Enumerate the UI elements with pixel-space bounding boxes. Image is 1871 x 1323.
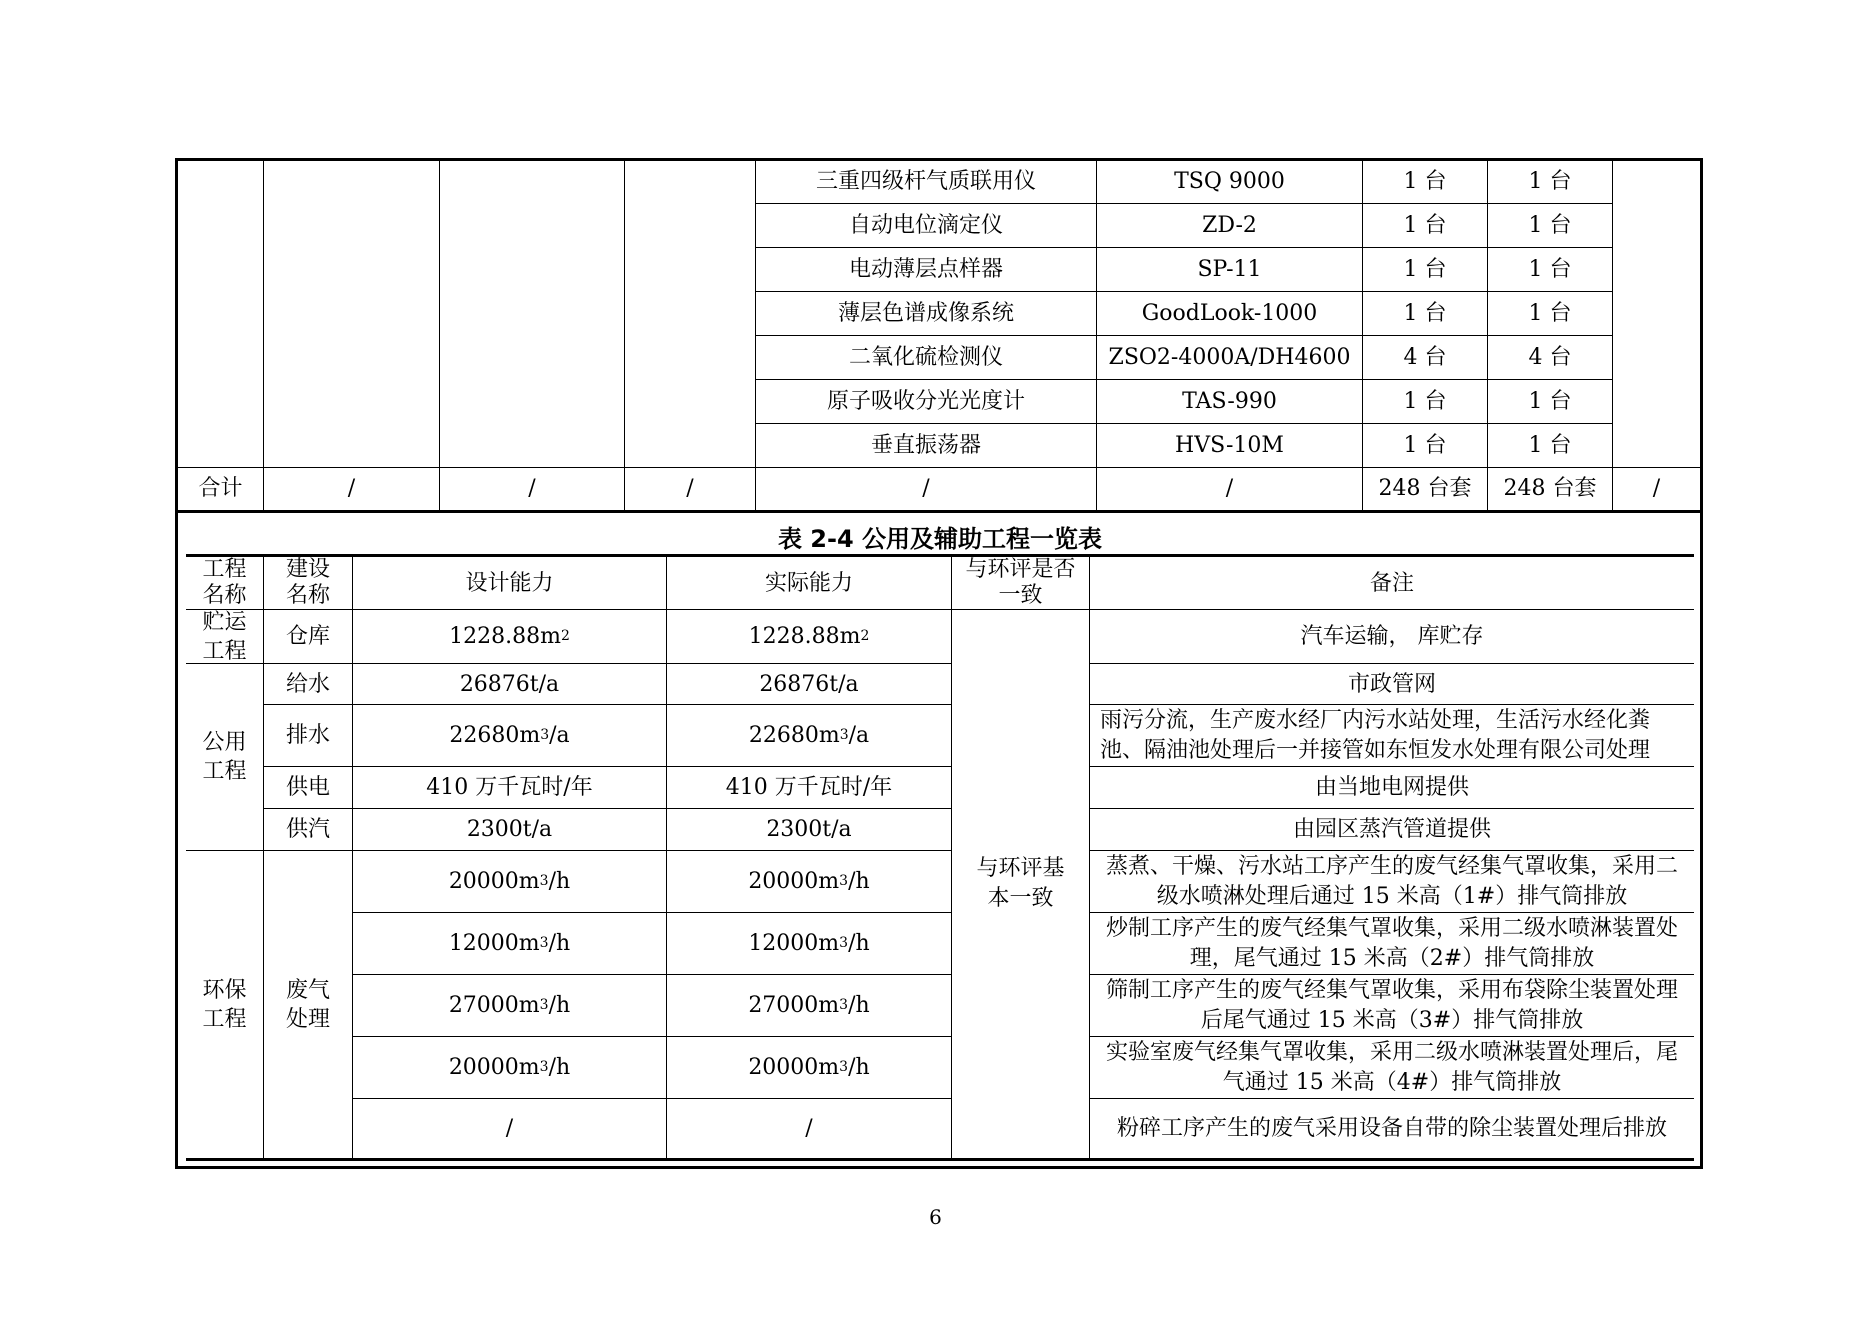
total-row-cell-text: 合计 (198, 476, 243, 501)
public-actual (667, 705, 952, 767)
env-actual (667, 913, 952, 975)
item-waste-gas-text: 废气处理 (285, 977, 330, 1032)
public-design-value: 410 万千瓦时/年 (426, 775, 593, 800)
total-row-cell (178, 467, 264, 513)
equipment-qty-planned (1363, 424, 1488, 468)
public-remark-text: 市政管网 (1347, 671, 1436, 697)
public-design (353, 809, 667, 851)
env-actual-unit-tail: /h (848, 1055, 870, 1080)
equipment-qty-actual (1488, 336, 1613, 380)
env-actual-unit-exp: 3 (839, 1059, 849, 1075)
category-env-text: 环保工程 (202, 977, 247, 1032)
equipment-qty-actual (1488, 248, 1613, 292)
env-design-unit-tail: /h (548, 993, 571, 1018)
public-actual-unit-exp: 3 (839, 727, 849, 743)
consistency-cell-text: 与环评基本一致 (976, 856, 1065, 911)
total-row-cell-text: / (922, 476, 930, 501)
public-remark (1090, 705, 1694, 767)
public-actual (667, 767, 952, 809)
equipment-model (1097, 204, 1363, 248)
env-design-value: 20000m (448, 869, 540, 894)
storage-remark (1090, 610, 1694, 664)
equipment-qty-planned (1363, 160, 1488, 204)
equipment-name-text: 自动电位滴定仪 (848, 213, 1003, 238)
storage-design-unit-exp: 2 (560, 628, 570, 644)
blank-cell (264, 161, 440, 468)
category-storage-text: 贮运工程 (202, 609, 247, 664)
equipment-model (1097, 160, 1363, 204)
env-design (353, 975, 667, 1037)
public-design-value: 26876t/a (459, 671, 560, 697)
env-actual-unit-tail: /h (848, 993, 870, 1018)
equipment-model-text: TSQ 9000 (1174, 169, 1285, 194)
item-warehouse-text: 仓库 (285, 624, 330, 649)
consistency-cell (952, 610, 1090, 1161)
total-row-cell-text: / (347, 476, 356, 501)
env-actual-unit-tail: /h (848, 869, 870, 894)
equipment-qty-actual-text: 1 台 (1528, 389, 1572, 414)
category-public (186, 664, 264, 851)
public-item (264, 767, 353, 809)
public-remark-text: 雨污分流，生产废水经厂内污水站处理，生活污水经化粪池、隔油池处理后一并接管如东恒发水处理有限公司处理 (1100, 707, 1651, 763)
blank-cell (1613, 161, 1700, 468)
env-design-unit-tail: /h (548, 1055, 571, 1080)
blank-cell (625, 161, 756, 468)
equipment-name (756, 336, 1097, 380)
env-design-value: 20000m (448, 1055, 540, 1080)
equipment-qty-actual (1488, 160, 1613, 204)
header-design (353, 554, 667, 610)
equipment-name-text: 电动薄层点样器 (848, 257, 1003, 282)
header-actual (667, 554, 952, 610)
env-actual (667, 975, 952, 1037)
env-design (353, 913, 667, 975)
header-category-text: 工程名称 (202, 557, 247, 608)
storage-design (353, 610, 667, 664)
equipment-name-text: 原子吸收分光光度计 (826, 389, 1025, 414)
equipment-name-text: 三重四级杆气质联用仪 (815, 169, 1036, 194)
env-actual (667, 1099, 952, 1161)
public-actual-value: 410 万千瓦时/年 (725, 775, 893, 800)
public-item-text: 给水 (285, 671, 330, 697)
total-row-cell (1363, 467, 1488, 513)
equipment-model (1097, 380, 1363, 424)
env-remark (1090, 913, 1694, 975)
item-warehouse (264, 610, 353, 664)
env-actual-value: 20000m (748, 1055, 840, 1080)
equipment-model (1097, 336, 1363, 380)
equipment-name-text: 垂直振荡器 (870, 433, 981, 458)
total-row-cell (1097, 467, 1363, 513)
equipment-qty-actual-text: 4 台 (1528, 345, 1572, 370)
env-remark-text: 炒制工序产生的废气经集气罩收集，采用二级水喷淋装置处理，尾气通过 15 米高（2#）排气筒排放 (1105, 915, 1678, 971)
public-item (264, 705, 353, 767)
equipment-model (1097, 424, 1363, 468)
env-actual-value: 27000m (748, 993, 840, 1018)
env-design-unit-exp: 3 (539, 873, 549, 889)
env-remark-text: 实验室废气经集气罩收集，采用二级水喷淋装置处理后，尾气通过 15 米高（4#）排气筒排放 (1105, 1039, 1678, 1095)
header-consistent (952, 554, 1090, 610)
public-actual-unit-tail: /a (848, 723, 870, 748)
public-remark-text: 由园区蒸汽管道提供 (1292, 817, 1491, 842)
env-actual-unit-tail: /h (848, 931, 870, 956)
total-row-cell-text: / (1652, 476, 1661, 501)
equipment-name (756, 424, 1097, 468)
header-item-text: 建设名称 (285, 557, 330, 608)
public-item-text: 排水 (285, 723, 330, 748)
total-row-cell-text: / (686, 476, 694, 501)
env-design-value: / (505, 1116, 514, 1141)
equipment-qty-planned (1363, 248, 1488, 292)
env-design (353, 851, 667, 913)
header-remark (1090, 554, 1694, 610)
equipment-qty-planned (1363, 336, 1488, 380)
equipment-qty-actual-text: 1 台 (1528, 257, 1572, 282)
env-design-unit-exp: 3 (539, 1059, 549, 1075)
equipment-qty-planned (1363, 292, 1488, 336)
equipment-name (756, 160, 1097, 204)
blank-cell (178, 161, 264, 468)
public-design-unit-exp: 3 (540, 727, 550, 743)
total-row-cell (1488, 467, 1613, 513)
public-actual (667, 809, 952, 851)
public-actual-value: 26876t/a (759, 671, 859, 697)
total-row-cell (625, 467, 756, 513)
env-remark (1090, 975, 1694, 1037)
blank-cell (440, 161, 625, 468)
storage-actual (667, 610, 952, 664)
public-actual (667, 664, 952, 705)
table-title: 表 2-4 公用及辅助工程一览表 (777, 524, 1103, 553)
equipment-qty-planned-text: 1 台 (1403, 389, 1447, 414)
public-item-text: 供汽 (285, 817, 330, 842)
equipment-model (1097, 248, 1363, 292)
equipment-qty-actual (1488, 204, 1613, 248)
header-consistent-text: 与环评是否一致 (965, 557, 1076, 608)
env-design (353, 1099, 667, 1161)
equipment-qty-actual-text: 1 台 (1528, 169, 1572, 194)
public-design-value: 22680m (449, 723, 541, 748)
public-remark (1090, 664, 1694, 705)
equipment-qty-planned (1363, 380, 1488, 424)
env-remark-text: 粉碎工序产生的废气采用设备自带的除尘装置处理后排放 (1116, 1115, 1667, 1141)
env-remark-text: 蒸煮、干燥、污水站工序产生的废气经集气罩收集，采用二级水喷淋处理后通过 15 米高（1#）排气筒排放 (1105, 853, 1678, 909)
storage-actual-value: 1228.88m (748, 624, 861, 649)
env-remark (1090, 1099, 1694, 1161)
public-design (353, 705, 667, 767)
equipment-qty-actual (1488, 424, 1613, 468)
equipment-qty-planned (1363, 204, 1488, 248)
env-design-unit-tail: /h (548, 931, 571, 956)
equipment-name (756, 248, 1097, 292)
equipment-name (756, 292, 1097, 336)
env-actual-unit-exp: 3 (839, 873, 849, 889)
env-actual (667, 851, 952, 913)
public-remark (1090, 809, 1694, 851)
equipment-model (1097, 292, 1363, 336)
env-actual-unit-exp: 3 (839, 997, 849, 1013)
total-row-cell-text: 248 台套 (1378, 476, 1472, 501)
env-design (353, 1037, 667, 1099)
env-actual-value: 12000m (748, 931, 840, 956)
equipment-qty-actual-text: 1 台 (1528, 433, 1572, 458)
public-design (353, 664, 667, 705)
equipment-model-text: SP-11 (1197, 257, 1262, 282)
equipment-name-text: 薄层色谱成像系统 (837, 301, 1014, 326)
header-category (186, 554, 264, 610)
header-design-text: 设计能力 (465, 570, 554, 596)
env-design-unit-exp: 3 (539, 935, 549, 951)
storage-actual-unit-exp: 2 (860, 628, 870, 644)
env-remark (1090, 1037, 1694, 1099)
item-waste-gas (264, 851, 353, 1161)
equipment-qty-planned-text: 4 台 (1403, 345, 1447, 370)
equipment-qty-actual-text: 1 台 (1528, 213, 1572, 238)
equipment-name (756, 204, 1097, 248)
env-remark (1090, 851, 1694, 913)
public-design (353, 767, 667, 809)
env-actual (667, 1037, 952, 1099)
public-item-text: 供电 (285, 775, 330, 800)
public-item (264, 664, 353, 705)
category-env (186, 851, 264, 1161)
equipment-qty-actual-text: 1 台 (1528, 301, 1572, 326)
equipment-name (756, 380, 1097, 424)
env-remark-text: 筛制工序产生的废气经集气罩收集，采用布袋除尘装置处理后尾气通过 15 米高（3#）排气筒排放 (1105, 977, 1678, 1033)
total-row-cell-text: / (528, 476, 536, 501)
equipment-qty-actual (1488, 380, 1613, 424)
category-public-text: 公用工程 (202, 730, 247, 784)
equipment-model-text: ZD-2 (1202, 213, 1257, 238)
header-actual-text: 实际能力 (764, 570, 853, 596)
public-actual-value: 22680m (748, 723, 840, 748)
header-remark-text: 备注 (1369, 570, 1414, 596)
equipment-name-text: 二氧化硫检测仪 (848, 345, 1003, 370)
category-storage (186, 610, 264, 664)
public-remark (1090, 767, 1694, 809)
equipment-model-text: GoodLook-1000 (1141, 301, 1318, 326)
equipment-qty-planned-text: 1 台 (1403, 213, 1447, 238)
equipment-qty-planned-text: 1 台 (1403, 301, 1447, 326)
public-item (264, 809, 353, 851)
equipment-qty-planned-text: 1 台 (1403, 433, 1447, 458)
storage-design-value: 1228.88m (449, 624, 561, 649)
equipment-model-text: HVS-10M (1175, 433, 1284, 458)
equipment-model-text: TAS-990 (1182, 389, 1277, 414)
equipment-qty-actual (1488, 292, 1613, 336)
public-design-value: 2300t/a (466, 817, 553, 842)
env-design-value: 27000m (448, 993, 540, 1018)
total-row-cell-text: / (1225, 476, 1234, 501)
storage-remark-text: 汽车运输， 库贮存 (1300, 624, 1484, 649)
env-actual-value: 20000m (748, 869, 840, 894)
public-remark-text: 由当地电网提供 (1314, 775, 1469, 800)
header-item (264, 554, 353, 610)
env-design-value: 12000m (448, 931, 540, 956)
page-number: 6 (929, 1205, 942, 1229)
env-actual-value: / (805, 1116, 813, 1141)
public-design-unit-tail: /a (549, 723, 570, 748)
equipment-qty-planned-text: 1 台 (1403, 169, 1447, 194)
total-row-cell (440, 467, 625, 513)
equipment-qty-planned-text: 1 台 (1403, 257, 1447, 282)
env-actual-unit-exp: 3 (839, 935, 849, 951)
env-design-unit-exp: 3 (539, 997, 549, 1013)
total-row-cell (756, 467, 1097, 513)
total-row-cell (264, 467, 440, 513)
env-design-unit-tail: /h (548, 869, 571, 894)
total-row-cell (1613, 467, 1700, 513)
total-row-cell-text: 248 台套 (1503, 476, 1597, 501)
public-actual-value: 2300t/a (766, 817, 852, 842)
equipment-model-text: ZSO2-4000A/DH4600 (1108, 345, 1351, 370)
